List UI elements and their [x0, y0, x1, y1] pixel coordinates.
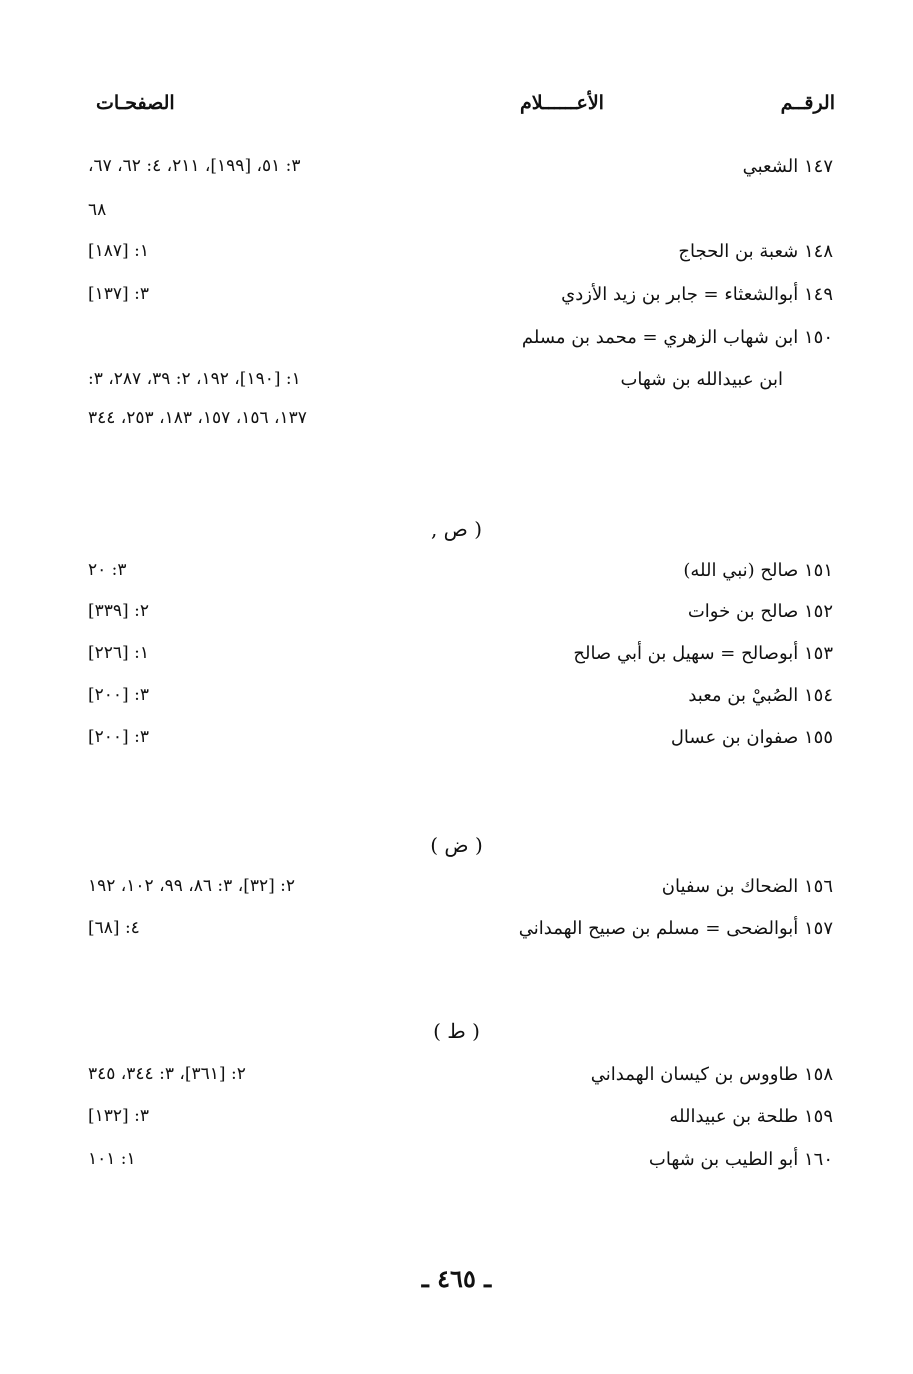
entry-147-pages-1: ٣: ٥١، [١٩٩]، ٢١١، ٤: ٦٢، ٦٧، [88, 156, 301, 176]
entry-160-name: ١٦٠ أبو الطيب بن شهاب [648, 1149, 833, 1170]
header-number-label: الرقــم [780, 92, 835, 114]
entry-151-name: ١٥١ صالح (نبي الله) [683, 560, 833, 581]
entry-150-pages-2: ١٣٧، ١٥٦، ١٥٧، ١٨٣، ٢٥٣، ٣٤٤ [88, 408, 307, 428]
section-title-sad: ( ص , [430, 517, 483, 541]
entry-155-name: ١٥٥ صفوان بن عسال [670, 727, 833, 748]
entry-159-name: ١٥٩ طلحة بن عبيدالله [669, 1106, 833, 1127]
entry-148-name: ١٤٨ شعبة بن الحجاج [678, 241, 833, 262]
entry-156-name: ١٥٦ الضحاك بن سفيان [661, 876, 833, 897]
entry-159-pages: ٣: [١٣٢] [88, 1106, 149, 1126]
entry-149-pages: ٣: [١٣٧] [88, 284, 149, 304]
entry-148-pages: ١: [١٨٧] [88, 241, 149, 261]
entry-157-pages: ٤: [٦٨] [88, 918, 140, 938]
section-title-ta: ( ط ) [433, 1019, 480, 1043]
entry-150-pages-1: ١: [١٩٠]، ١٩٢، ٢: ٣٩، ٢٨٧، ٣: [88, 369, 301, 389]
entry-154-pages: ٣: [٢٠٠] [88, 685, 149, 705]
entry-153-name: ١٥٣ أبوصالح = سهيل بن أبي صالح [573, 643, 833, 664]
entry-155-pages: ٣: [٢٠٠] [88, 727, 149, 747]
entry-156-pages: ٢: [٣٢]، ٣: ٨٦، ٩٩، ١٠٢، ١٩٢ [88, 876, 295, 896]
entry-157-name: ١٥٧ أبوالضحى = مسلم بن صبيح الهمداني [518, 918, 833, 939]
header-pages-label: الصفحـات [96, 92, 175, 114]
entry-154-name: ١٥٤ الصُبيْ بن معبد [688, 685, 833, 706]
entry-147-pages-2: ٦٨ [88, 200, 107, 220]
entry-150-name-continued: ابن عبيدالله بن شهاب [620, 369, 783, 390]
entry-149-name: ١٤٩ أبوالشعثاء = جابر بن زيد الأزدي [561, 284, 833, 305]
entry-152-name: ١٥٢ صالح بن خوات [687, 601, 833, 622]
entry-158-name: ١٥٨ طاووس بن كيسان الهمداني [590, 1064, 833, 1085]
entry-152-pages: ٢: [٣٣٩] [88, 601, 149, 621]
entry-160-pages: ١: ١٠١ [88, 1149, 136, 1169]
entry-158-pages: ٢: [٣٦١]، ٣: ٣٤٤، ٣٤٥ [88, 1064, 246, 1084]
entry-147-name: ١٤٧ الشعبي [742, 156, 833, 177]
entry-150-name: ١٥٠ ابن شهاب الزهري = محمد بن مسلم [521, 327, 833, 348]
entry-153-pages: ١: [٢٢٦] [88, 643, 149, 663]
header-names-label: الأعــــــلام [520, 92, 604, 114]
entry-151-pages: ٣: ٢٠ [88, 560, 127, 580]
page-number: ـ ٤٦٥ ـ [421, 1264, 492, 1293]
section-title-dad: ( ض ) [430, 833, 483, 857]
